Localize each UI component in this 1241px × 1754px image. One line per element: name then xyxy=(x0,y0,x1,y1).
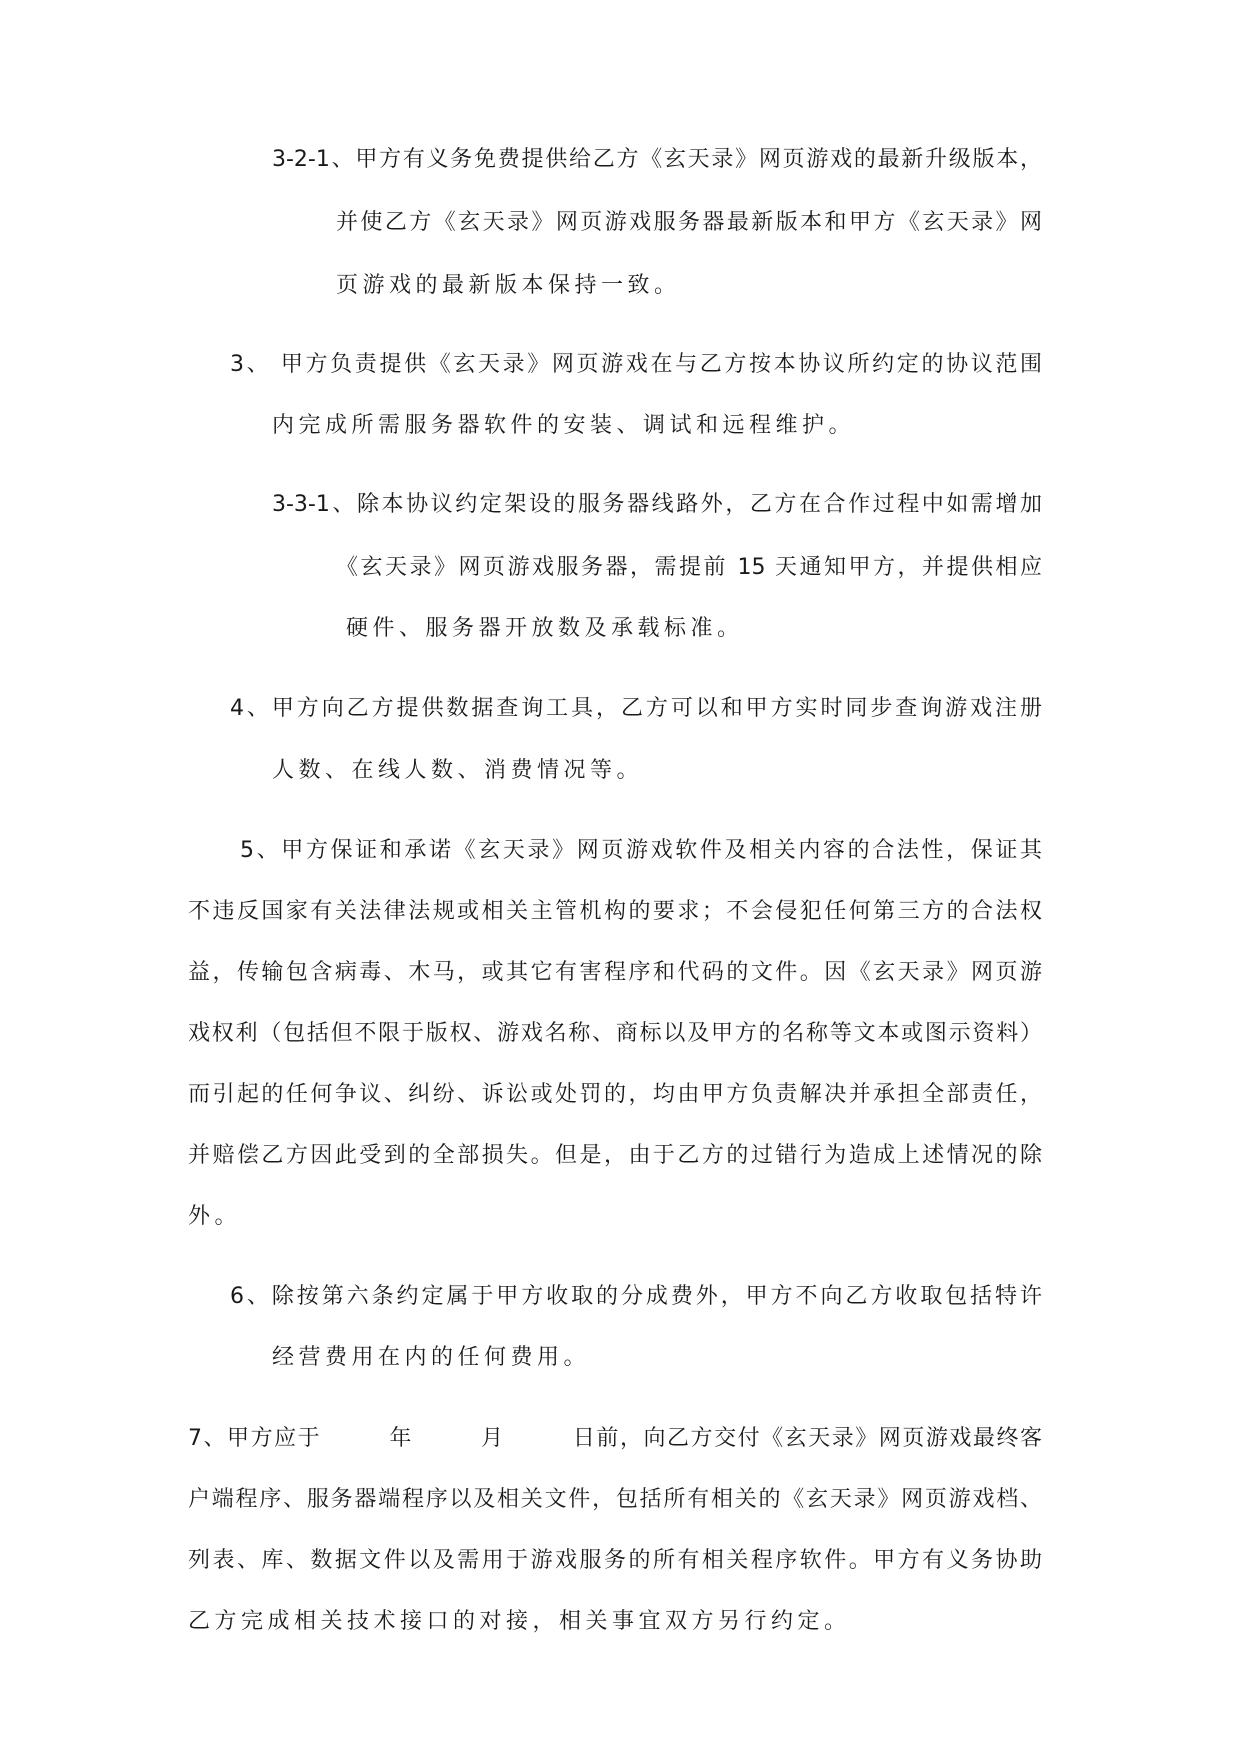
clause-3-2-1-line-2: 并使乙方《玄天录》网页游戏服务器最新版本和甲方《玄天录》网 xyxy=(336,210,1042,235)
clause-3-3-1-line-3: 硬件、服务器开放数及承载标准。 xyxy=(346,616,744,641)
clause-3-2-1-line-1: 3-2-1、甲方有义务免费提供给乙方《玄天录》网页游戏的最新升级版本， xyxy=(272,147,1042,172)
clause-7-line-3: 列表、库、数据文件以及需用于游戏服务的所有相关程序软件。甲方有义务协助 xyxy=(188,1548,1042,1573)
clause-5-line-4: 戏权利（包括但不限于版权、游戏名称、商标以及甲方的名称等文本或图示资料） xyxy=(188,1021,1042,1046)
clause-5-line-5: 而引起的任何争议、纠纷、诉讼或处罚的，均由甲方负责解决并承担全部责任， xyxy=(188,1082,1042,1107)
clause-3-2-1-line-3: 页游戏的最新版本保持一致。 xyxy=(336,273,681,298)
clause-7-line-1: 7、甲方应于 年 月 日前，向乙方交付《玄天录》网页游戏最终客 xyxy=(188,1426,1042,1451)
clause-3-3-1-line-1: 3-3-1、除本协议约定架设的服务器线路外，乙方在合作过程中如需增加 xyxy=(272,492,1042,517)
clause-7-line-2: 户端程序、服务器端程序以及相关文件，包括所有相关的《玄天录》网页游戏档、 xyxy=(188,1487,1042,1512)
clause-6-line-1: 6、除按第六条约定属于甲方收取的分成费外，甲方不向乙方收取包括特许 xyxy=(230,1284,1042,1309)
clause-5-line-3: 益，传输包含病毒、木马，或其它有害程序和代码的文件。因《玄天录》网页游 xyxy=(188,960,1042,985)
clause-7-line-4: 乙方完成相关技术接口的对接，相关事宜双方另行约定。 xyxy=(188,1609,851,1634)
clause-4-line-1: 4、甲方向乙方提供数据查询工具，乙方可以和甲方实时同步查询游戏注册 xyxy=(230,696,1042,721)
clause-3-3-1-line-2: 《玄天录》网页游戏服务器，需提前 15 天通知甲方，并提供相应 xyxy=(336,555,1042,580)
clause-5-line-2: 不违反国家有关法律法规或相关主管机构的要求；不会侵犯任何第三方的合法权 xyxy=(188,899,1042,924)
clause-5-line-6: 并赔偿乙方因此受到的全部损失。但是，由于乙方的过错行为造成上述情况的除 xyxy=(188,1143,1042,1168)
clause-3-line-1: 3、 甲方负责提供《玄天录》网页游戏在与乙方按本协议所约定的协议范围 xyxy=(230,352,1042,377)
clause-5-line-7: 外。 xyxy=(188,1204,242,1229)
clause-6-line-2: 经营费用在内的任何费用。 xyxy=(272,1345,591,1370)
clause-4-line-2: 人数、在线人数、消费情况等。 xyxy=(272,758,644,783)
clause-5-line-1: 5、甲方保证和承诺《玄天录》网页游戏软件及相关内容的合法性，保证其 xyxy=(240,838,1042,863)
clause-3-line-2: 内完成所需服务器软件的安装、调试和远程维护。 xyxy=(272,413,856,438)
